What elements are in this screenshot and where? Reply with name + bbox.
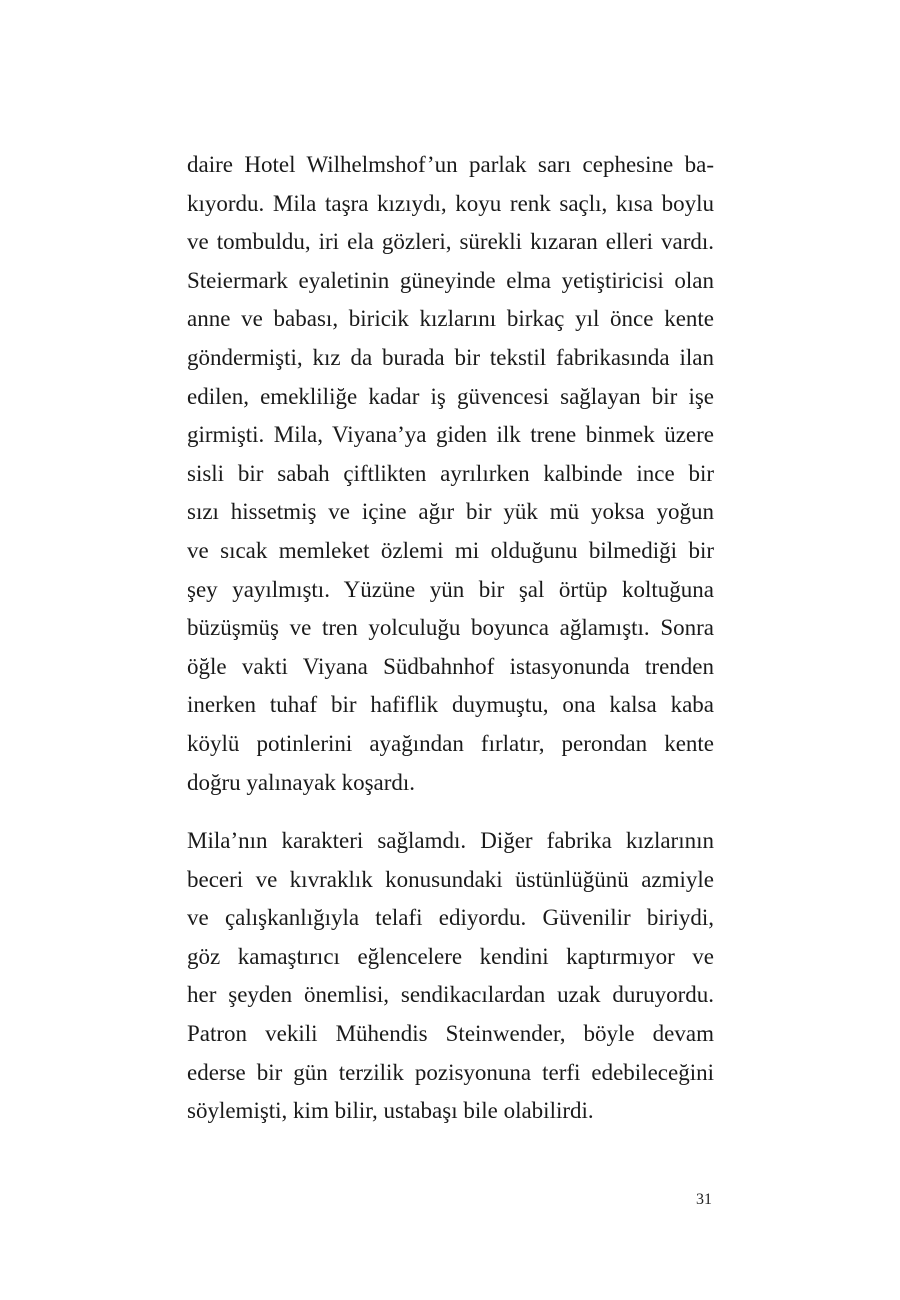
paragraph-line: büzüşmüş ve tren yolculuğu boyunca ağlamıştı. Sonra xyxy=(187,615,714,641)
paragraph-line: Patron vekili Mühendis Steinwender, böyle devam xyxy=(187,1020,714,1046)
paragraph-line: doğru yalınayak koşardı. xyxy=(187,769,416,795)
paragraph-line: beceri ve kıvraklık konusundaki üstünlüğünü azmiyle xyxy=(187,866,714,892)
paragraph-line: girmişti. Mila, Viyana’ya giden ilk trene binmek üzere xyxy=(187,422,714,448)
paragraph-line: ve çalışkanlığıyla telafi ediyordu. Güvenilir biriydi, xyxy=(187,905,714,931)
paragraph-line: kıyordu. Mila taşra kızıydı, koyu renk saçlı, kısa boylu xyxy=(187,190,714,216)
paragraph-line: anne ve babası, biricik kızlarını birkaç yıl önce kente xyxy=(187,306,714,332)
paragraph-line: sisli bir sabah çiftlikten ayrılırken kalbinde ince bir xyxy=(187,460,714,486)
paragraph-line: öğle vakti Viyana Südbahnhof istasyonunda trenden xyxy=(187,653,714,679)
paragraph-line: ederse bir gün terzilik pozisyonuna terfi edebileceğini xyxy=(187,1059,714,1085)
paragraph-line: sızı hissetmiş ve içine ağır bir yük mü yoksa yoğun xyxy=(187,499,714,525)
paragraph-line: ve tombuldu, iri ela gözleri, sürekli kızaran elleri vardı. xyxy=(187,229,714,255)
paragraph-1 xyxy=(187,146,714,802)
paragraph-line: daire Hotel Wilhelmshof’un parlak sarı cephesine ba- xyxy=(187,152,714,177)
paragraph-line: inerken tuhaf bir hafiflik duymuştu, ona kalsa kaba xyxy=(187,692,714,718)
paragraph-line: köylü potinlerini ayağından fırlatır, perondan kente xyxy=(187,730,714,756)
paragraph-line: göndermişti, kız da burada bir tekstil fabrikasında ilan xyxy=(187,344,714,370)
paragraph-line: söylemişti, kim bilir, ustabaşı bile olabilirdi. xyxy=(187,1098,594,1124)
paragraph-line: ve sıcak memleket özlemi mi olduğunu bilmediği bir xyxy=(187,537,714,563)
paragraph-line: edilen, emekliliğe kadar iş güvencesi sağlayan bir işe xyxy=(187,383,714,409)
paragraph-line: şey yayılmıştı. Yüzüne yün bir şal örtüp koltuğuna xyxy=(187,576,714,602)
paragraph-line: Mila’nın karakteri sağlamdı. Diğer fabrika kızlarının xyxy=(187,828,714,853)
paragraph-2 xyxy=(187,822,714,1131)
paragraph-line: her şeyden önemlisi, sendikacılardan uzak duruyordu. xyxy=(187,982,714,1008)
page-number: 31 xyxy=(696,1191,712,1208)
paragraph-line: Steiermark eyaletinin güneyinde elma yetiştiricisi olan xyxy=(187,267,714,293)
paragraph-line: göz kamaştırıcı eğlencelere kendini kaptırmıyor ve xyxy=(187,943,714,969)
